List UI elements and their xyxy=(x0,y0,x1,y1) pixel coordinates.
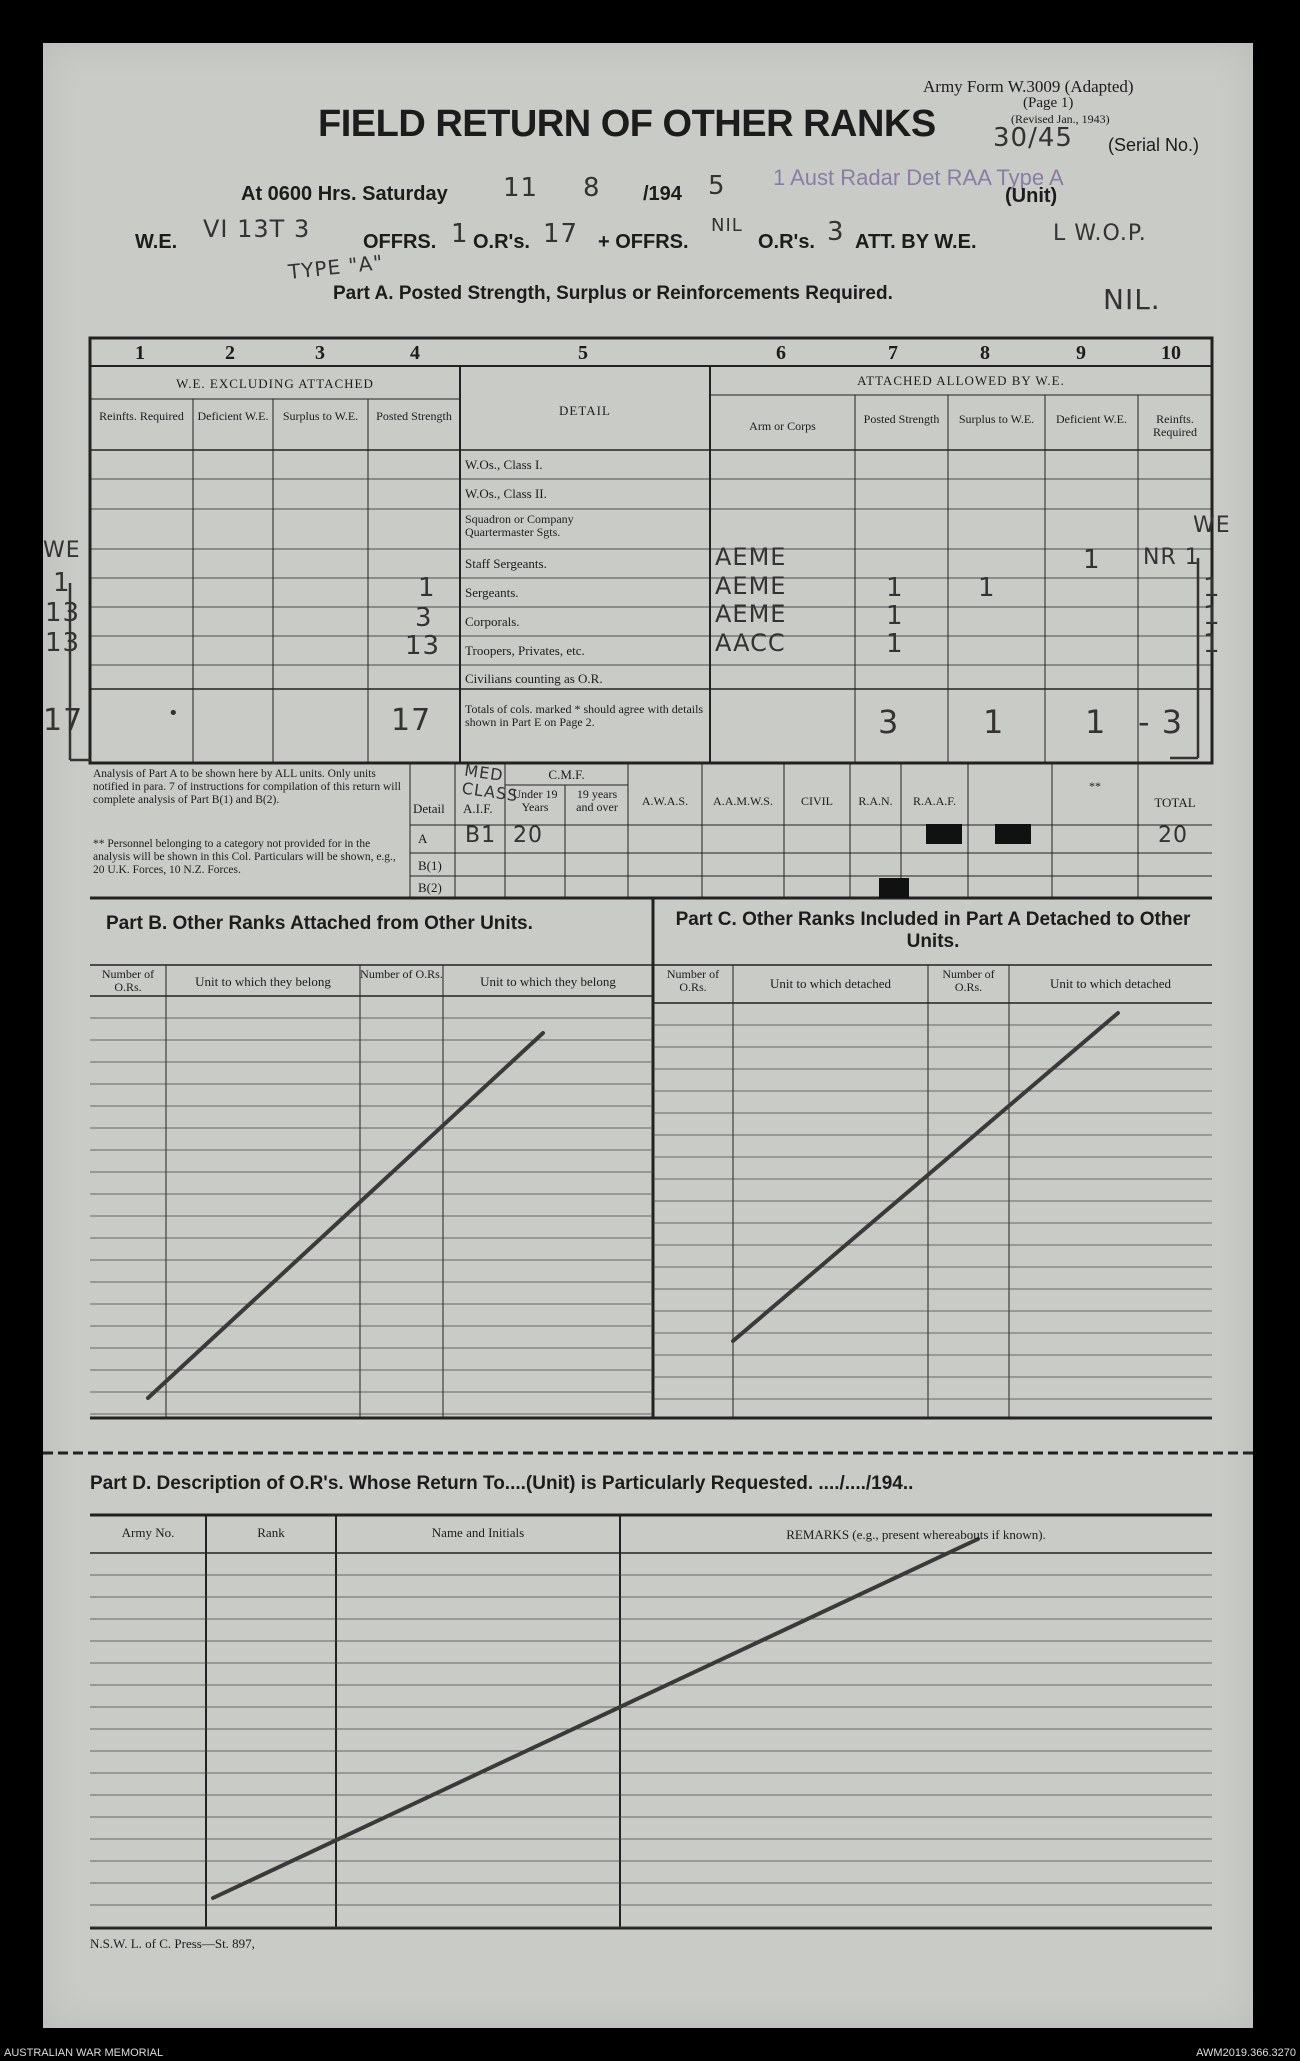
col-number: 8 xyxy=(980,342,990,364)
revised-date: (Revised Jan., 1943) xyxy=(1011,112,1110,126)
redaction-mark xyxy=(926,824,962,844)
analysis-row-a: A xyxy=(418,831,428,846)
part-d-header: Name and Initials xyxy=(431,1525,525,1540)
detail-label: Civilians counting as O.R. xyxy=(465,671,603,686)
left-group-header: W.E. EXCLUDING ATTACHED xyxy=(176,376,374,391)
part-d-header: Rank xyxy=(257,1525,285,1540)
analysis-row-b2: B(2) xyxy=(418,880,442,895)
plus-ors-label: O.R's. xyxy=(758,231,815,253)
header-deficient-att: Deficient W.E. xyxy=(1056,412,1127,426)
header-arm-corps: Arm or Corps xyxy=(749,419,816,433)
att-reinfts-total: - 3 xyxy=(1138,703,1184,741)
att-reinfts-sgt: 1 xyxy=(1203,573,1221,603)
analysis-aamws-header: A.A.M.W.S. xyxy=(713,794,773,808)
col-number: 7 xyxy=(888,342,898,364)
col-number: 6 xyxy=(776,342,786,364)
form-grid xyxy=(43,43,1253,2028)
analysis-aif-header: A.I.F. xyxy=(463,801,493,816)
part-c-header: Unit to which detached xyxy=(1050,976,1171,991)
posted-ptes: 13 xyxy=(405,631,441,661)
margin-value: 13 xyxy=(45,628,81,658)
margin-we: WE xyxy=(43,538,81,563)
col-number: 2 xyxy=(225,342,235,364)
part-b-header: Unit to which they belong xyxy=(480,974,616,989)
header-surplus-att: Surplus to W.E. xyxy=(958,412,1035,426)
header-posted-att: Posted Strength xyxy=(863,412,940,426)
col-number: 10 xyxy=(1161,342,1181,364)
posted-cpls: 3 xyxy=(415,603,433,633)
part-b-header: Unit to which they belong xyxy=(195,974,331,989)
part-b-header: Number of O.Rs. xyxy=(360,967,443,981)
page-title: FIELD RETURN OF OTHER RANKS xyxy=(318,103,936,145)
header-posted: Posted Strength xyxy=(376,409,452,423)
archive-label: AUSTRALIAN WAR MEMORIAL xyxy=(4,2047,164,2059)
header-reinfts-att: Reinfts. Required xyxy=(1153,412,1197,439)
printer-line: N.S.W. L. of C. Press—St. 897, xyxy=(90,1936,255,1951)
analysis-note: Analysis of Part A to be shown here by ALL units. Only units notified in para. 7 of instructions for compilation of this return will complete analysis of Part B(1) and B(2). xyxy=(93,768,401,806)
col-number: 4 xyxy=(410,342,420,364)
att-posted-cpl: 1 xyxy=(886,601,904,631)
analysis-cmf-over19: 19 years and over xyxy=(576,787,618,814)
ors-label: O.R's. xyxy=(473,231,530,253)
margin-value: 13 xyxy=(45,598,81,628)
att-posted-pte: 1 xyxy=(886,629,904,659)
unit-label: (Unit) xyxy=(1005,185,1058,207)
header-reinfts: Reinfts. Required xyxy=(99,409,184,423)
analysis-civil-header: CIVIL xyxy=(801,794,833,808)
archive-number: AWM2019.366.3270 xyxy=(1196,2047,1296,2059)
day-handwritten: 11 xyxy=(503,173,539,203)
form-sheet xyxy=(43,43,1253,2028)
part-c-header: Number of O.Rs. xyxy=(666,967,720,994)
plus-offrs-label: + OFFRS. xyxy=(598,231,689,253)
arm-cpl: AEME xyxy=(715,600,787,628)
year-label: /194 xyxy=(643,183,682,205)
type-handwritten: TYPE "A" xyxy=(287,250,385,284)
analysis-ran-header: R.A.N. xyxy=(858,794,893,808)
reinfts-total: • xyxy=(168,703,180,724)
analysis-awas-header: A.W.A.S. xyxy=(641,794,689,808)
part-a-title: Part A. Posted Strength, Surplus or Reinforcements Required. xyxy=(333,283,893,304)
detail-label: Troopers, Privates, etc. xyxy=(465,643,585,658)
header-detail: DETAIL xyxy=(559,403,611,418)
margin-we-right: WE xyxy=(1193,513,1231,538)
att-surplus-total: 1 xyxy=(983,703,1005,741)
part-d-header: REMARKS (e.g., present whereabouts if known). xyxy=(786,1527,1046,1542)
analysis-note-other: ** Personnel belonging to a category not provided for in the analysis will be shown in this Col. Particulars will be shown, e.g., 20 U.K. Forces, 10 N.Z. Forces. xyxy=(93,838,396,876)
analysis-other-header: ** xyxy=(1089,779,1101,793)
arm-sgt: AEME xyxy=(715,572,787,600)
ors-handwritten: 17 xyxy=(543,219,579,249)
att-posted-total: 3 xyxy=(878,703,900,741)
analysis-detail-header: Detail xyxy=(413,801,445,816)
part-d-title: Part D. Description of O.R's. Whose Return To....(Unit) is Particularly Requested. ..../..../194.. xyxy=(90,1473,914,1494)
att-surplus-sgt: 1 xyxy=(978,573,996,603)
part-b-title: Part B. Other Ranks Attached from Other Units. xyxy=(106,913,533,934)
analysis-total-a: 20 xyxy=(1158,823,1188,848)
att-posted-sgt: 1 xyxy=(886,573,904,603)
at-hours-label: At 0600 Hrs. Saturday xyxy=(241,183,448,205)
posted-total: 17 xyxy=(391,703,432,738)
att-deficient-staff: 1 xyxy=(1083,545,1101,575)
nil-handwritten: NIL. xyxy=(1103,283,1161,316)
part-d-header: Army No. xyxy=(121,1525,175,1540)
col-number: 5 xyxy=(578,342,588,364)
analysis-cmf-header: C.M.F. xyxy=(548,767,585,782)
part-c-title: Part C. Other Ranks Included in Part A Detached to Other Units. xyxy=(675,909,1191,952)
analysis-aif-a: 20 xyxy=(513,823,543,848)
arm-staff-sgt: AEME xyxy=(715,543,787,571)
we-label: W.E. xyxy=(135,231,178,253)
right-group-header: ATTACHED ALLOWED BY W.E. xyxy=(857,373,1065,388)
col-number: 3 xyxy=(315,342,325,364)
unit-stamp: 1 Aust Radar Det RAA Type A xyxy=(773,165,1064,190)
header-surplus: Surplus to W.E. xyxy=(282,409,359,423)
detail-label: Corporals. xyxy=(465,614,520,629)
serial-handwritten: 30/45 xyxy=(993,123,1073,153)
part-c-header: Unit to which detached xyxy=(770,976,891,991)
detail-label: Sergeants. xyxy=(465,585,519,600)
att-label: ATT. BY W.E. xyxy=(855,231,977,253)
analysis-raaf-header: R.A.A.F. xyxy=(912,794,957,808)
page-number: (Page 1) xyxy=(1023,95,1074,111)
part-c-header: Number of O.Rs. xyxy=(942,967,995,994)
part-b-header: Number of O.Rs. xyxy=(101,967,155,994)
plus-offrs-handwritten: NIL xyxy=(711,215,743,236)
serial-label: (Serial No.) xyxy=(1108,135,1200,155)
analysis-total-header: TOTAL xyxy=(1154,795,1196,810)
att-reinfts-pte: 1 xyxy=(1203,629,1221,659)
detail-label: W.Os., Class I. xyxy=(465,457,543,472)
med-class-handwritten: MED CLASS xyxy=(460,760,520,806)
analysis-cmf-under19: Under 19 Years xyxy=(512,787,558,814)
posted-sgts: 1 xyxy=(418,573,436,603)
margin-total: 17 xyxy=(43,703,84,738)
col-number: 1 xyxy=(135,342,145,364)
we-handwritten: VI 13T 3 xyxy=(203,215,311,243)
col-number: 9 xyxy=(1076,342,1086,364)
redaction-mark xyxy=(879,878,909,898)
detail-label: Squadron or Company Quartermaster Sgts. xyxy=(465,512,574,539)
offrs-handwritten: 1 xyxy=(451,219,469,249)
month-handwritten: 8 xyxy=(583,173,601,203)
att-deficient-total: 1 xyxy=(1085,703,1107,741)
detail-label: W.Os., Class II. xyxy=(465,486,547,501)
form-number: Army Form W.3009 (Adapted) xyxy=(923,77,1134,96)
att-reinfts-staff: NR 1 xyxy=(1143,545,1200,570)
arm-pte: AACC xyxy=(715,629,786,657)
detail-label: Staff Sergeants. xyxy=(465,556,547,571)
year-handwritten: 5 xyxy=(708,171,726,201)
analysis-class-a: B1 xyxy=(465,823,497,848)
redaction-mark xyxy=(995,824,1031,844)
header-deficient: Deficient W.E. xyxy=(197,409,269,423)
analysis-row-b1: B(1) xyxy=(418,858,442,873)
att-reinfts-cpl: 1 xyxy=(1203,601,1221,631)
margin-value: 1 xyxy=(53,568,71,598)
att-handwritten: L W.O.P. xyxy=(1053,221,1147,246)
totals-detail: Totals of cols. marked * should agree with details shown in Part E on Page 2. xyxy=(465,702,704,729)
offrs-label: OFFRS. xyxy=(363,231,437,253)
plus-ors-handwritten: 3 xyxy=(827,217,845,247)
